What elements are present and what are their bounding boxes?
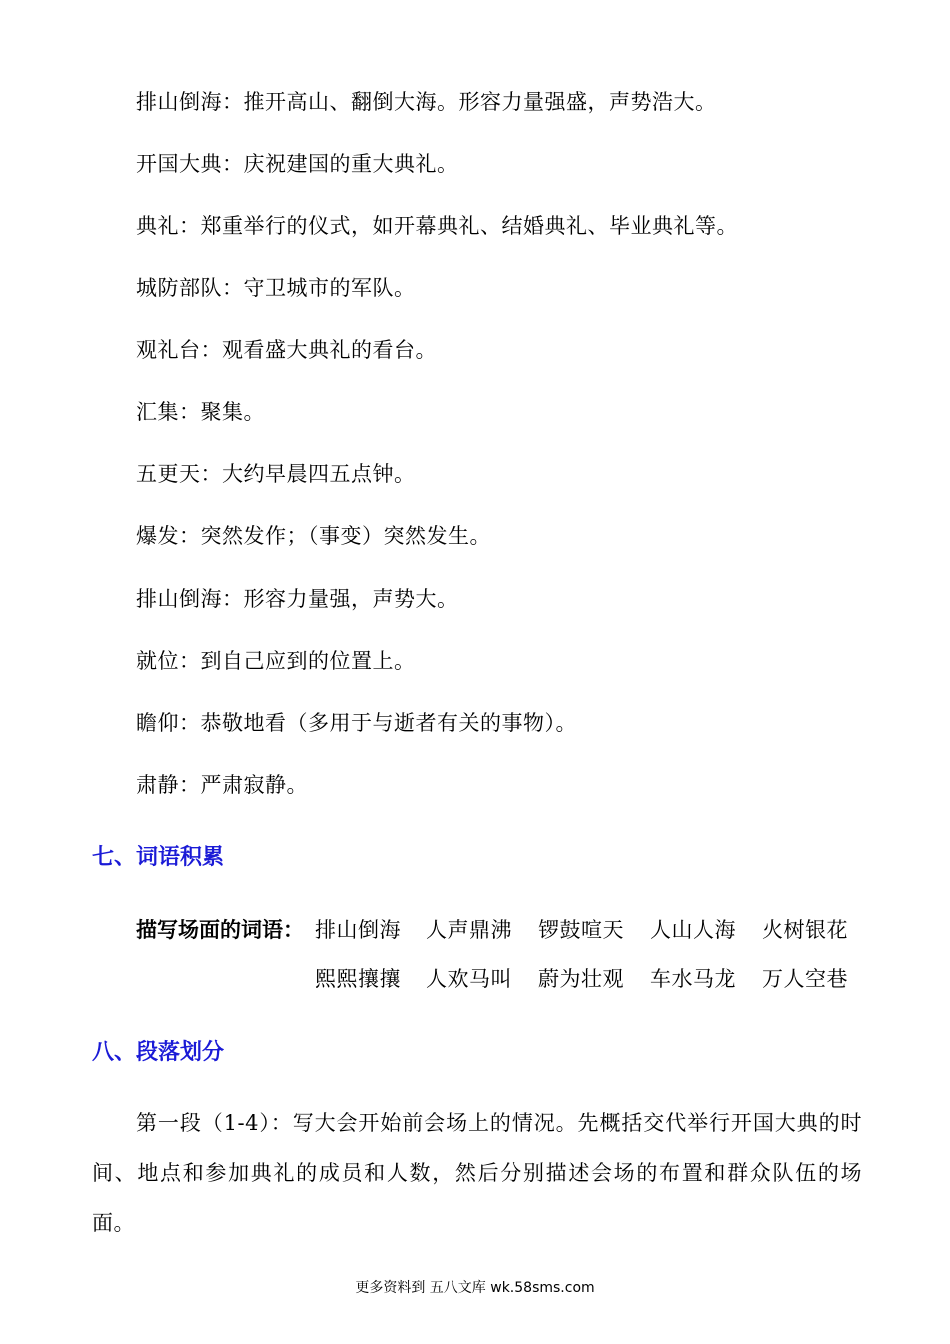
vocabulary-word: 人山人海	[650, 918, 736, 942]
glossary-entry: 开国大典：庆祝建国的重大典礼。	[136, 152, 459, 176]
vocabulary-word: 蔚为壮观	[538, 967, 624, 991]
vocabulary-word: 车水马龙	[650, 967, 736, 991]
glossary-entry: 典礼：郑重举行的仪式，如开幕典礼、结婚典礼、毕业典礼等。	[136, 214, 738, 238]
section-heading-vocabulary: 七、词语积累	[92, 845, 225, 870]
glossary-entry: 排山倒海：形容力量强，声势大。	[136, 587, 459, 611]
paragraph-division-text: 第一段（1-4）：写大会开始前会场上的情况。先概括交代举行开国大典的时间、地点和参加典礼的成员和人数，然后分别描述会场的布置和群众队伍的场面。	[92, 1111, 862, 1235]
vocabulary-word: 火树银花	[762, 918, 848, 942]
glossary-entry: 城防部队：守卫城市的军队。	[136, 276, 416, 300]
vocabulary-label: 描写场面的词语：	[136, 918, 304, 942]
glossary-entry: 排山倒海：推开高山、翻倒大海。形容力量强盛，声势浩大。	[136, 90, 717, 114]
glossary-entry: 五更天：大约早晨四五点钟。	[136, 462, 416, 486]
vocabulary-word: 排山倒海	[315, 918, 401, 942]
section-heading-paragraph-division: 八、段落划分	[92, 1040, 225, 1065]
glossary-entry: 汇集：聚集。	[136, 400, 265, 424]
vocabulary-row	[0, 916, 950, 944]
vocabulary-row	[0, 965, 950, 993]
glossary-entry: 观礼台：观看盛大典礼的看台。	[136, 338, 437, 362]
glossary-entry: 肃静：严肃寂静。	[136, 773, 308, 797]
glossary-entry: 瞻仰：恭敬地看（多用于与逝者有关的事物）。	[136, 711, 577, 735]
vocabulary-word: 万人空巷	[762, 967, 848, 991]
vocabulary-word: 人声鼎沸	[426, 918, 512, 942]
vocabulary-word: 熙熙攘攘	[315, 967, 401, 991]
vocabulary-word: 锣鼓喧天	[538, 918, 624, 942]
glossary-entry: 就位：到自己应到的位置上。	[136, 649, 416, 673]
vocabulary-word: 人欢马叫	[426, 967, 512, 991]
page-footer: 更多资料到 五八文库 wk.58sms.com	[355, 1280, 595, 1296]
glossary-entry: 爆发：突然发作；（事变）突然发生。	[136, 524, 491, 548]
